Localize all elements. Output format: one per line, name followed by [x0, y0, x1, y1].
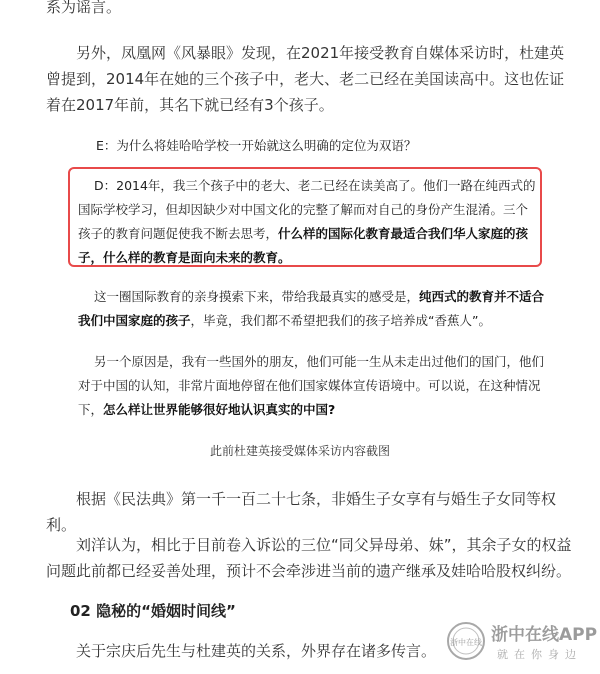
- interview-answer: D：2014年，我三个孩子中的老大、老二已经在读美高了。他们一路在纯西式的国际学校学习，但却因缺少对中国文化的完整了解而对自己的身份产生混淆。三个孩子的教育问题促使我不断去思考，什么样的国际化教育最适合我们华人家庭的孩子，什么样的教育是面向未来的教育。: [78, 178, 536, 265]
- paragraph-relationship: 关于宗庆后先生与杜建英的关系，外界存在诸多传言。: [76, 642, 437, 660]
- top-line-text: 系为谣言。: [46, 0, 122, 16]
- app-watermark: [445, 618, 598, 670]
- watermark-title: 浙中在线APP: [491, 625, 598, 645]
- paragraph-liu-yang: 刘洋认为，相比于目前卷入诉讼的三位“同父异母弟、妹”，其余子女的权益问题此前都已经妥善处理，预计不会牵涉进当前的遗产继承及娃哈哈股权纠纷。: [46, 536, 572, 580]
- section-heading: 02 隐秘的“婚姻时间线”: [70, 602, 236, 620]
- svg-text:浙中在线: 浙中在线: [450, 638, 482, 647]
- watermark-slogan: 就在你身边: [497, 648, 582, 661]
- image-caption: 此前杜建英接受媒体采访内容截图: [209, 444, 390, 458]
- interview-paragraph-3: 另一个原因是，我有一些国外的朋友，他们可能一生从未走出过他们的国门，他们对于中国的认知，非常片面地停留在他们国家媒体宣传语境中。可以说，在这种情况下，怎么样让世界能够很好地认识真实的中国?: [78, 354, 545, 417]
- interview-paragraph-2: 这一圈国际教育的亲身摸索下来，带给我最真实的感受是，纯西式的教育并不适合我们中国家庭的孩子，毕竟，我们都不希望把我们的孩子培养成“香蕉人”。: [78, 289, 545, 328]
- watermark-logo-icon: [445, 620, 487, 662]
- paragraph-phoenix: 另外，凤凰网《风暴眼》发现，在2021年接受教育自媒体采访时，杜建英曾提到，2014年在她的三个孩子中，老大、老二已经在美国读高中。这也佐证着在2017年前，其名下就已经有3个孩子。: [46, 44, 565, 114]
- paragraph-civil-code: 根据《民法典》第一千一百二十七条，非婚生子女享有与婚生子女同等权利。: [46, 490, 557, 534]
- interview-question: E：为什么将娃哈哈学校一开始就这么明确的定位为双语？: [96, 138, 417, 153]
